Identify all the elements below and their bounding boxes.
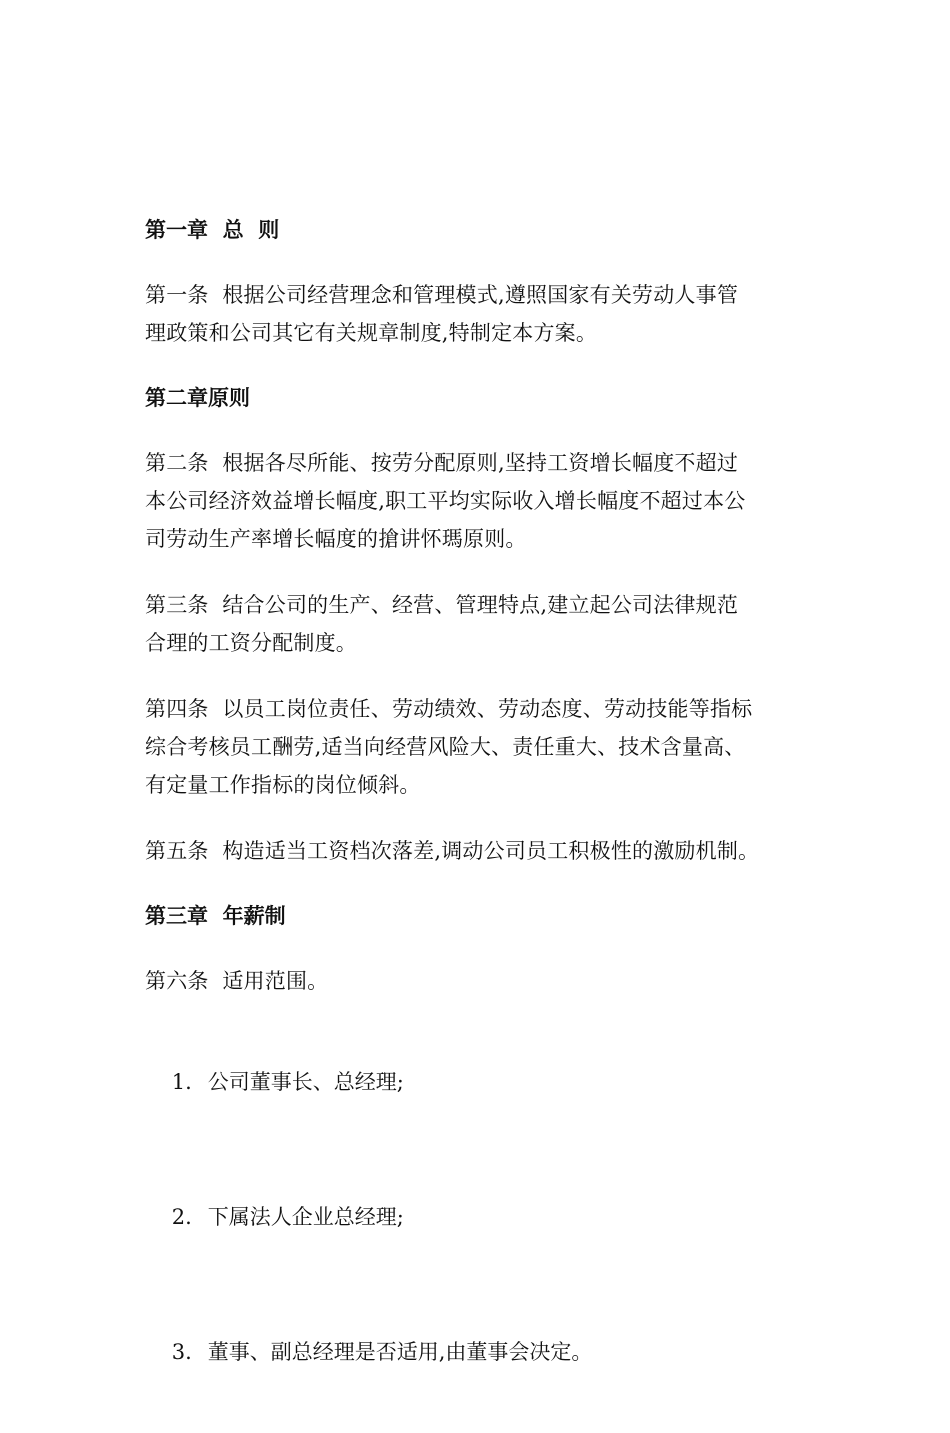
chapter-heading-1: 第一章 总 则	[145, 218, 280, 242]
article-2	[145, 444, 810, 558]
article-4-line-3: 有定量工作指标的岗位倾斜。	[145, 773, 421, 797]
article-4-line-2: 综合考核员工酬劳,适当向经营风险大、责任重大、技术含量高、	[145, 735, 746, 759]
article-1-line-2: 理政策和公司其它有关规章制度,特制定本方案。	[145, 321, 598, 345]
list-item-number: 1.	[171, 1070, 192, 1094]
article-2-line-1: 第二条 根据各尽所能、按劳分配原则,坚持工资增长幅度不超过	[145, 451, 739, 475]
list-item	[145, 1028, 810, 1136]
article-1-line-1: 第一条 根据公司经营理念和管理模式,遵照国家有关劳动人事管	[145, 283, 739, 307]
list-item	[145, 1298, 810, 1406]
list-item-number: 3.	[171, 1340, 192, 1364]
article-3	[145, 586, 810, 662]
article-6-line-1: 第六条 适用范围。	[145, 969, 329, 993]
chapter-heading-3: 第三章 年薪制	[145, 904, 286, 928]
list-item	[145, 1163, 810, 1271]
list-item-text: 董事、副总经理是否适用,由董事会决定。	[207, 1340, 593, 1364]
article-5	[145, 832, 810, 870]
list-item-number: 2.	[171, 1205, 192, 1229]
list-item-text: 下属法人企业总经理;	[207, 1205, 404, 1229]
document-page	[145, 212, 810, 1433]
article-6	[145, 962, 810, 1000]
article-2-line-2: 本公司经济效益增长幅度,职工平均实际收入增长幅度不超过本公	[145, 489, 746, 513]
list-item-text: 公司董事长、总经理;	[207, 1070, 404, 1094]
article-4-line-1: 第四条 以员工岗位责任、劳动绩效、劳动态度、劳动技能等指标	[145, 697, 753, 721]
article-5-line-1: 第五条 构造适当工资档次落差,调动公司员工积极性的激励机制。	[145, 839, 760, 863]
article-4	[145, 690, 810, 804]
article-1	[145, 276, 810, 352]
article-3-line-2: 合理的工资分配制度。	[145, 631, 357, 655]
article-3-line-1: 第三条 结合公司的生产、经营、管理特点,建立起公司法律规范	[145, 593, 739, 617]
chapter-heading-2: 第二章原则	[145, 386, 250, 410]
article-2-line-3: 司劳动生产率增长幅度的搶讲怀瑪原则。	[145, 527, 527, 551]
